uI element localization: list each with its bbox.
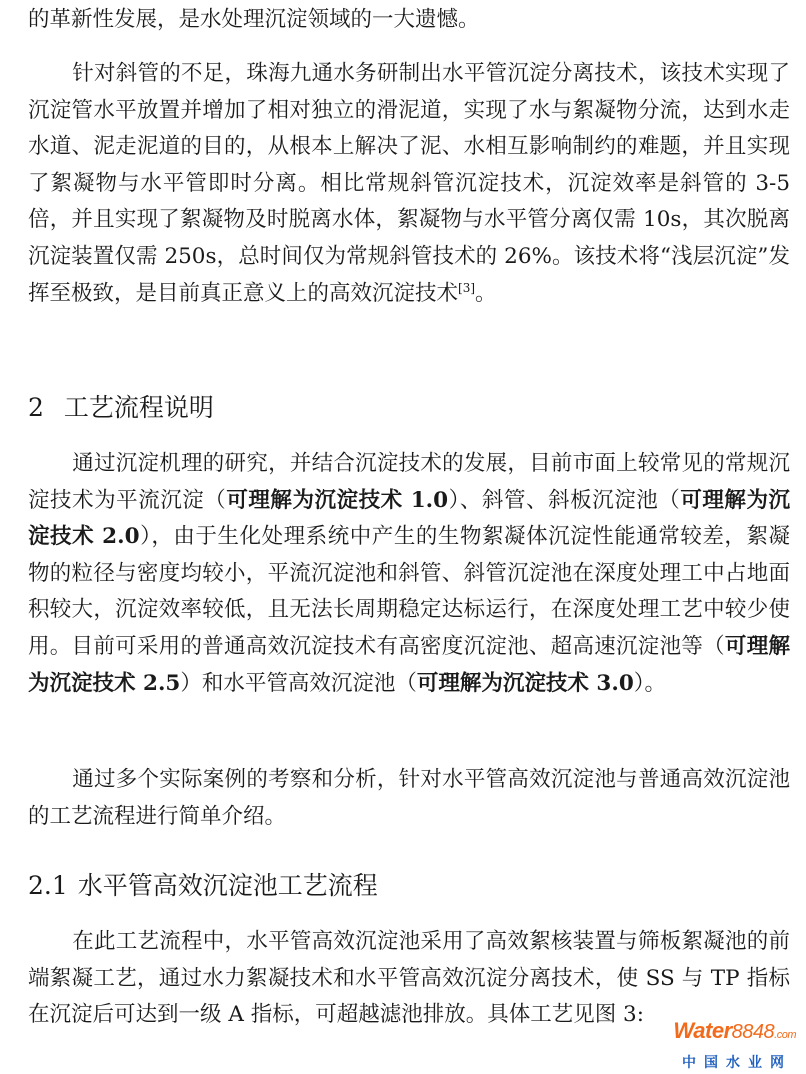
paragraph-text: ）、斜管、斜板沉淀池（ <box>448 487 681 513</box>
paragraph-text: 通过沉淀机理的研究，并结合沉淀技术的发展，目前市面上较常见的常规沉淀技术为平流沉淀（ <box>28 451 790 513</box>
paragraph-text: ），由于生化处理系统中产生的生物絮凝体沉淀性能通常较差，絮凝物的粒径与密度均较小，平流沉淀池和斜管、斜管沉淀池在深度处理工中占地面积较大，沉淀效率较低，且无法长周期稳定达标运行，在深度处理工艺中较少使用。目前可采用的普通高效沉淀技术有高密度沉淀池、超高速沉淀池等（ <box>28 524 791 659</box>
watermark-brand-number: 8848 <box>731 1021 775 1043</box>
watermark-brand-word: Water <box>673 1018 732 1043</box>
bold-note-3-0: 可理解为沉淀技术 3.0 <box>416 670 634 696</box>
section-heading-2 <box>28 388 214 424</box>
watermark-cn-name: 中国水业网 <box>682 1055 792 1071</box>
section-heading-2-1 <box>28 866 378 902</box>
section-number: 2 <box>28 393 44 422</box>
bold-note-2-0: 可理解为沉淀技术 2.0 <box>28 487 790 550</box>
paragraph-text: 的革新性发展，是水处理沉淀领域的一大遗憾。 <box>28 7 480 32</box>
paragraph-text: ）和水平管高效沉淀池（ <box>180 670 417 696</box>
citation-ref[interactable]: [3] <box>458 280 476 295</box>
paragraph-sedimentation-overview <box>28 446 790 702</box>
watermark-brand-domain: .com <box>774 1029 796 1041</box>
bold-note-1-0: 可理解为沉淀技术 1.0 <box>226 487 449 513</box>
paragraph-horizontal-tube-tech <box>28 56 790 312</box>
paragraph-end: 。 <box>475 280 497 306</box>
paragraph-text: ）。 <box>633 670 667 696</box>
paragraph-text: 针对斜管的不足，珠海九通水务研制出水平管沉淀分离技术，该技术实现了沉淀管水平放置并增加了相对独立的滑泥道，实现了水与絮凝物分流，达到水走水道、泥走泥道的目的，从根本上解决了泥、水相互影响制约的难题，并且实现了絮凝物与水平管即时分离。相比常规斜管沉淀技术，沉淀效率是斜管的 3-5 倍，并且实现了絮凝物及时脱离水体，絮凝物与水平管分离仅需 10s，其次脱离沉淀装置仅需 250s，总时间仅为常规斜管技术的 26%。该技术将“浅层沉淀”发挥至极致，是目前真正意义上的高效沉淀技术 <box>28 61 790 306</box>
paragraph-continuation <box>28 2 790 39</box>
section-title: 工艺流程说明 <box>63 393 214 422</box>
site-watermark-logo <box>666 1018 796 1072</box>
paragraph-text: 在此工艺流程中，水平管高效沉淀池采用了高效絮核装置与筛板絮凝池的前端絮凝工艺，通过水力絮凝技术和水平管高效沉淀分离技术，使 SS 与 TP 指标在沉淀后可达到一级 A 指标，可超越滤池排放。具体工艺见图 3: <box>28 929 790 1028</box>
watermark-brand <box>673 1018 796 1044</box>
paragraph-case-study-intro <box>28 762 790 835</box>
section-number: 2.1 <box>28 871 68 900</box>
bold-note-2-5: 可理解为沉淀技术 2.5 <box>28 633 790 696</box>
section-title: 水平管高效沉淀池工艺流程 <box>77 871 378 900</box>
paragraph-text: 通过多个实际案例的考察和分析，针对水平管高效沉淀池与普通高效沉淀池的工艺流程进行简单介绍。 <box>28 767 790 829</box>
